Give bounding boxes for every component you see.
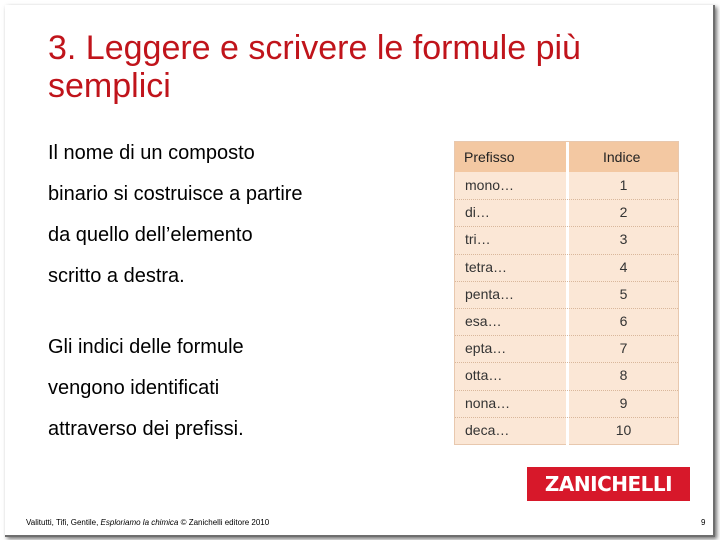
table-row: [455, 390, 678, 417]
table-row: [455, 362, 678, 389]
table-row: [455, 172, 678, 199]
table-row: [455, 308, 678, 335]
footer-authors: Valitutti, Tifi, Gentile,: [26, 518, 101, 527]
cell-index: 8: [619, 367, 628, 384]
cell-prefix: tri…: [465, 231, 491, 248]
header-indice: Indice: [603, 149, 641, 165]
paragraph-gap: [48, 302, 428, 332]
cell-prefix: penta…: [465, 285, 515, 302]
body-line: Gli indici delle formule: [48, 336, 244, 358]
header-prefisso: Prefisso: [464, 149, 515, 165]
cell-index: 9: [619, 394, 628, 411]
body-line: binario si costruisce a partire: [48, 183, 303, 205]
cell-prefix: esa…: [465, 313, 502, 329]
prefix-table: [454, 141, 679, 445]
cell-prefix: epta…: [465, 340, 507, 357]
table-row: [455, 281, 678, 308]
cell-index: 3: [619, 231, 628, 248]
table-row: [455, 199, 678, 226]
cell-prefix: di…: [465, 204, 490, 221]
slide-body: [48, 138, 428, 455]
cell-index: 2: [619, 204, 628, 221]
footer-book-title: Esploriamo la chimica: [100, 518, 179, 527]
cell-index: 4: [619, 258, 628, 275]
cell-index: 5: [619, 285, 628, 302]
table-row: [455, 417, 678, 444]
table-row: [455, 254, 678, 281]
body-line: attraverso dei prefissi.: [48, 418, 244, 440]
cell-index: 6: [619, 313, 628, 329]
cell-prefix: nona…: [465, 394, 511, 411]
cell-index: 1: [619, 177, 628, 193]
cell-prefix: mono…: [465, 177, 515, 193]
body-line: Il nome di un composto: [48, 142, 255, 164]
cell-prefix: tetra…: [465, 258, 508, 275]
cell-prefix: otta…: [465, 367, 503, 384]
slide-frame: [5, 5, 715, 537]
footer-publisher: © Zanichelli editore 2010: [178, 518, 270, 527]
body-line: da quello dell’elemento: [48, 224, 253, 246]
cell-index: 10: [615, 421, 632, 438]
zanichelli-logo: ZANICHELLI: [527, 467, 690, 501]
table-row: [455, 226, 678, 253]
cell-index: 7: [619, 340, 628, 357]
body-line: vengono identificati: [48, 377, 220, 399]
page-number: 9: [701, 518, 706, 527]
table-row: [455, 335, 678, 362]
footer-credit: [26, 518, 269, 527]
cell-prefix: deca…: [465, 421, 510, 438]
slide-title: 3. Leggere e scrivere le formule più semplici: [48, 29, 581, 105]
body-line: scritto a destra.: [48, 265, 185, 287]
